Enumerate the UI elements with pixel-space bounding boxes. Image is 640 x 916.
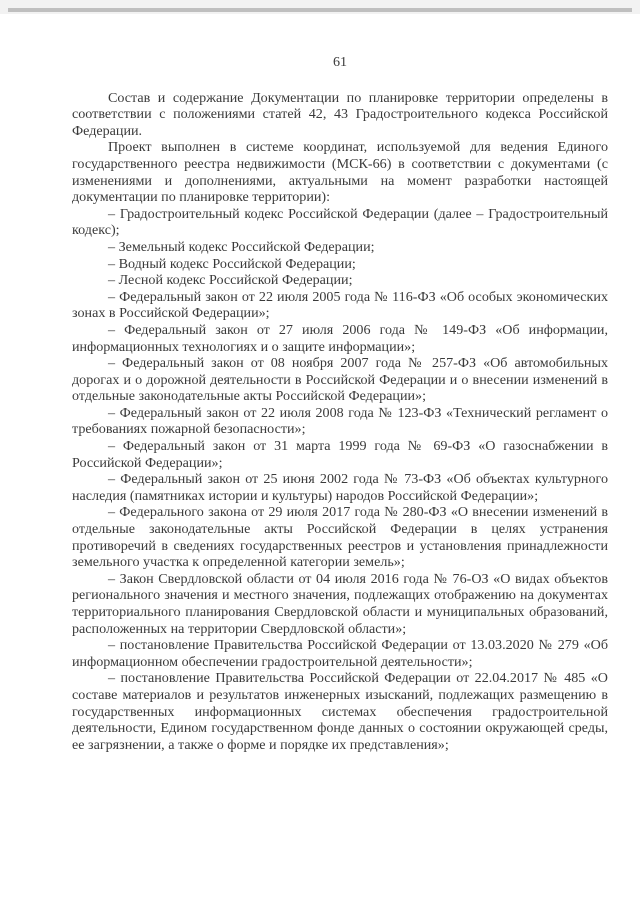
list-item: – Федеральный закон от 25 июня 2002 года № 73-ФЗ «Об объектах культурного наследия (памятниках истории и культуры) народов Российской Федерации»; [72,471,608,504]
list-item: – Федеральный закон от 22 июля 2008 года № 123-ФЗ «Технический регламент о требованиях пожарной безопасности»; [72,404,608,438]
list-item: – Закон Свердловской области от 04 июля 2016 года № 76-ОЗ «О видах объектов регионального значения и местного значения, подлежащих отображению на документах территориального планирования Свердловской области и муниципальных образований, расположенных на территории Свердловской области»; [72,570,608,637]
document-page [72,54,608,753]
paragraph-intro: Состав и содержание Документации по планировке территории определены в соответствии с положениями статей 42, 43 Градостроительного кодекса Российской Федерации. [72,89,608,139]
list-item: – Лесной кодекс Российской Федерации; [108,272,353,289]
list-item: – Федеральный закон от 31 марта 1999 года № 69-ФЗ «О газоснабжении в Российской Федерации»; [72,438,608,471]
list-item: – Водный кодекс Российской Федерации; [108,255,356,272]
list-item: – Федерального закона от 29 июля 2017 года № 280-ФЗ «О внесении изменений в отдельные законодательные акты Российской Федерации в целях устранения противоречий в сведениях государственных реестров и установления принадлежности земельного участка к определенной категории земель»; [72,504,608,571]
list-item: – постановление Правительства Российской Федерации от 22.04.2017 № 485 «О составе материалов и результатов инженерных изысканий, подлежащих размещению в государственных информационных системах обеспечения градостроительной деятельности, Едином государственном фонде данных о состоянии окружающей среды, ее загрязнении, а также о форме и порядке их представления»; [72,670,608,753]
top-border-band [0,0,640,14]
list-item: – Федеральный закон от 22 июля 2005 года № 116-ФЗ «Об особых экономических зонах в Российской Федерации»; [72,288,608,322]
list-item: – Градостроительный кодекс Российской Федерации (далее – Градостроительный кодекс); [72,205,608,239]
list-item: – Федеральный закон от 27 июля 2006 года № 149-ФЗ «Об информации, информационных технологиях и о защите информации»; [72,321,608,355]
list-item: – постановление Правительства Российской Федерации от 13.03.2020 № 279 «Об информационном обеспечении градостроительной деятельности»; [72,637,608,670]
paragraph-coordinates: Проект выполнен в системе координат, используемой для ведения Единого государственного реестра недвижимости (МСК-66) в соответствии с документами (с изменениями и дополнениями, актуальными на момент разработки настоящей документации по планировке территории): [72,139,608,206]
list-item: – Федеральный закон от 08 ноября 2007 года № 257-ФЗ «Об автомобильных дорогах и о дорожной деятельности в Российской Федерации и о внесении изменений в отдельные законодательные акты Российской Федерации»; [72,355,608,405]
list-item: – Земельный кодекс Российской Федерации; [108,238,375,255]
page-number: 61 [332,54,348,70]
